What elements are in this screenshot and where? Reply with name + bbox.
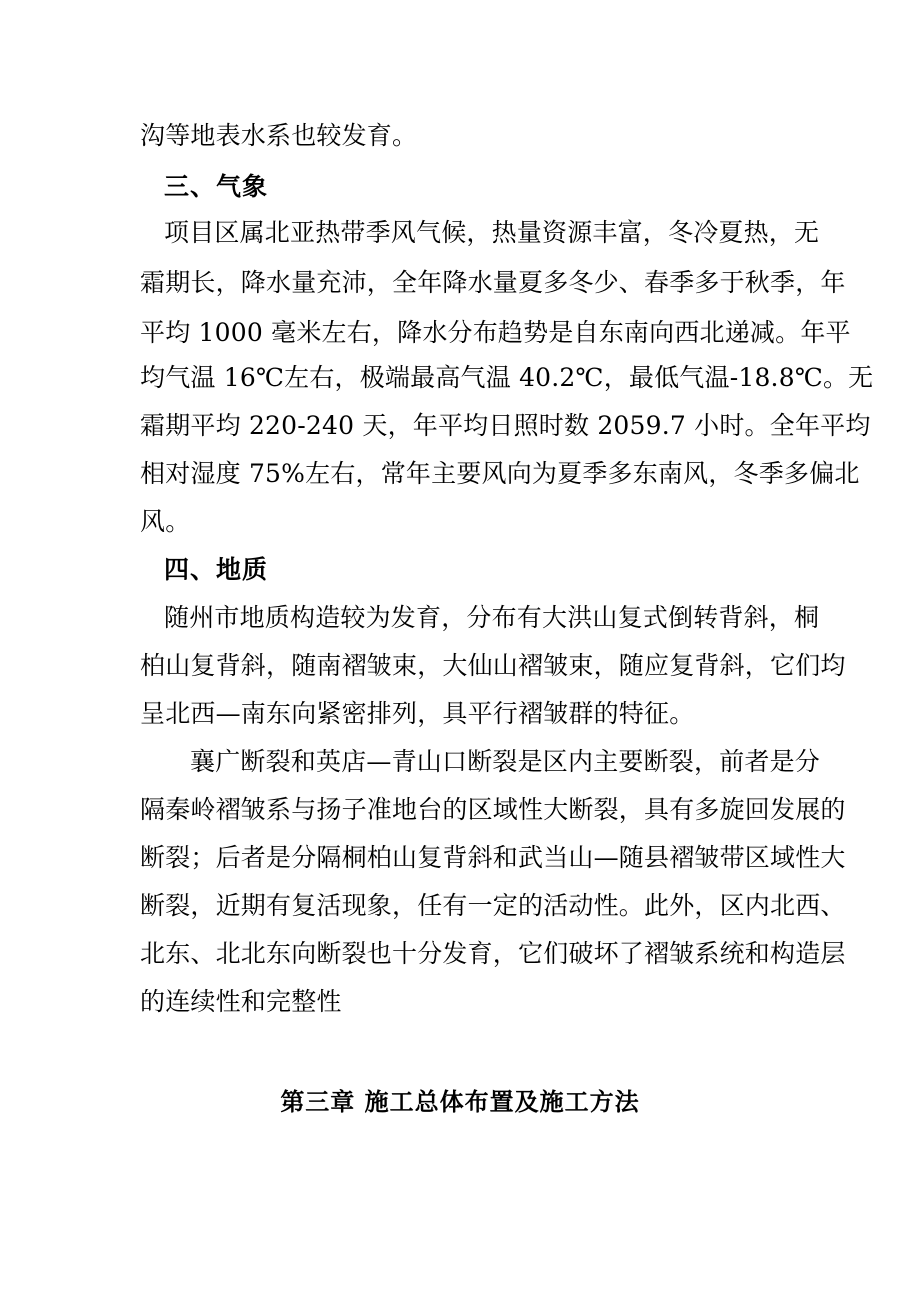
paragraph-line: 项目区属北亚热带季风气候，热量资源丰富，冬冷夏热，无 (164, 218, 820, 247)
paragraph-line: 断裂；后者是分隔桐柏山复背斜和武当山—随县褶皱带区域性大 (140, 843, 846, 872)
paragraph-line: 柏山复背斜，随南褶皱束，大仙山褶皱束，随应复背斜，它们均 (140, 651, 846, 680)
paragraph-line: 霜期长，降水量充沛，全年降水量夏多冬少、春季多于秋季，年 (140, 268, 846, 297)
paragraph-line: 呈北西—南东向紧密排列，具平行褶皱群的特征。 (140, 699, 695, 728)
paragraph-line: 相对湿度 75%左右，常年主要风向为夏季多东南风，冬季多偏北 (140, 459, 860, 488)
paragraph-line: 襄广断裂和英店—青山口断裂是区内主要断裂，前者是分 (190, 747, 821, 776)
paragraph-line: 随州市地质构造较为发育，分布有大洪山复式倒转背斜，桐 (164, 603, 820, 632)
paragraph-line: 隔秦岭褶皱系与扬子准地台的区域性大断裂，具有多旋回发展的 (140, 795, 846, 824)
paragraph-line: 北东、北北东向断裂也十分发育，它们破坏了褶皱系统和构造层 (140, 939, 846, 968)
paragraph-line: 均气温 16℃左右，极端最高气温 40.2℃，最低气温-18.8℃。无 (140, 363, 874, 392)
paragraph-line: 断裂，近期有复活现象，任有一定的活动性。此外，区内北西、 (140, 891, 846, 920)
section-heading-climate: 三、气象 (164, 172, 269, 201)
paragraph-line: 风。 (140, 507, 191, 536)
section-heading-geology: 四、地质 (164, 555, 269, 584)
paragraph-line: 平均 1000 毫米左右，降水分布趋势是自东南向西北递减。年平 (140, 318, 851, 347)
paragraph-line: 沟等地表水系也较发育。 (140, 121, 418, 150)
paragraph-line: 的连续性和完整性 (140, 987, 342, 1016)
paragraph-line: 霜期平均 220-240 天，年平均日照时数 2059.7 小时。全年平均 (140, 411, 871, 440)
chapter-title: 第三章 施工总体布置及施工方法 (280, 1088, 640, 1116)
